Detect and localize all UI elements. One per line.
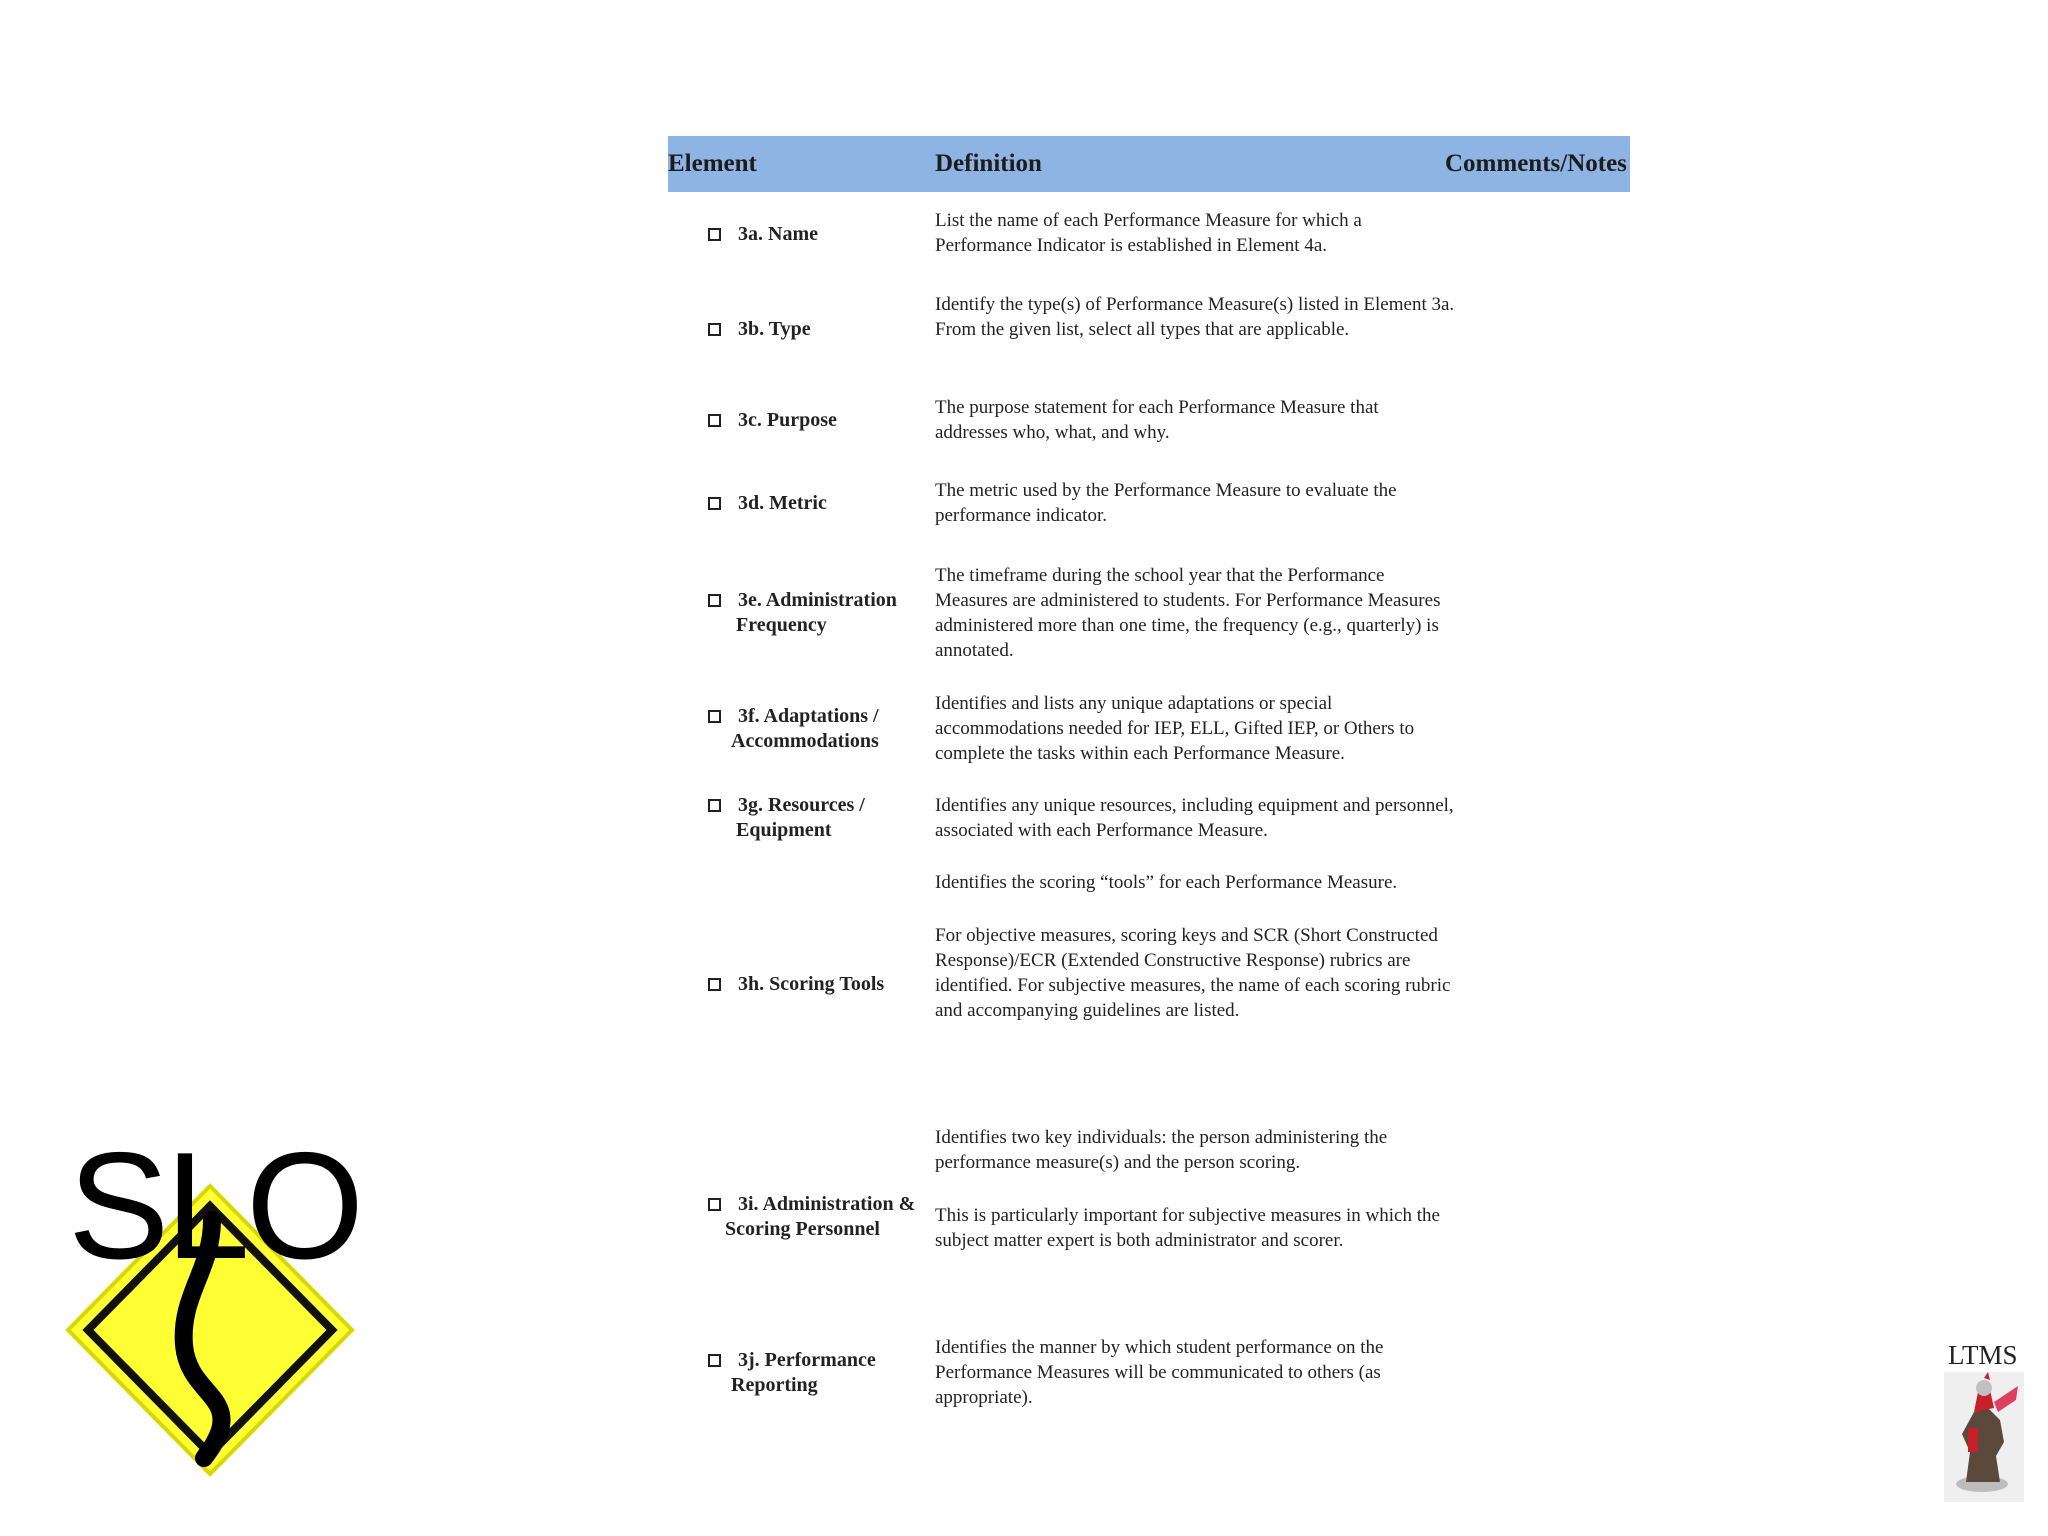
definition-3j: Identifies the manner by which student performance on the Performance Measures will be communicated to others (as appropriate). [935, 1337, 1384, 1408]
element-3c[interactable]: 3c. Purpose [708, 408, 837, 433]
definition-3c: The purpose statement for each Performance Measure that addresses who, what, and why. [935, 397, 1379, 443]
knight-mascot-icon [1944, 1372, 2024, 1502]
checkbox[interactable] [708, 1198, 721, 1211]
element-3i[interactable]: 3i. Administration & Scoring Personnel [708, 1192, 915, 1242]
element-3e[interactable]: 3e. Administration Frequency [708, 588, 897, 638]
header-definition: Definition [935, 150, 1042, 177]
definition-3i: Identifies two key individuals: the person administering the performance measure(s) and the person scoring. This is particularly important for subjective measures in which the subject matter expert is both administrator and scorer. [935, 1127, 1440, 1251]
slo-logo-text: SLO [68, 1121, 361, 1291]
checkbox[interactable] [708, 497, 721, 510]
header-element: Element [668, 150, 757, 177]
element-3f[interactable]: 3f. Adaptations / Accommodations [708, 704, 879, 754]
checkbox[interactable] [708, 228, 721, 241]
element-3h[interactable]: 3h. Scoring Tools [708, 972, 884, 997]
checkbox[interactable] [708, 799, 721, 812]
definition-3h: Identifies the scoring “tools” for each Performance Measure. For objective measures, scoring keys and SCR (Short Constructed Response)/ECR (Extended Constructive Response) rubrics are identified. For subjective measures, the name of each scoring rubric and accompanying guidelines are listed. [935, 872, 1451, 1021]
checkbox[interactable] [708, 323, 721, 336]
checkbox[interactable] [708, 1354, 721, 1367]
header-comments: Comments/Notes [1445, 150, 1627, 177]
checkbox[interactable] [708, 978, 721, 991]
element-3a[interactable]: 3a. Name [708, 222, 818, 247]
definition-3g: Identifies any unique resources, including equipment and personnel, associated with each Performance Measure. [935, 795, 1454, 841]
checkbox[interactable] [708, 710, 721, 723]
element-3d[interactable]: 3d. Metric [708, 491, 827, 516]
definition-3d: The metric used by the Performance Measure to evaluate the performance indicator. [935, 480, 1397, 526]
checkbox[interactable] [708, 414, 721, 427]
definition-3e: The timeframe during the school year that the Performance Measures are administered to students. For Performance Measures administered more than one time, the frequency (e.g., quarterly) is annotated. [935, 565, 1441, 661]
element-3g[interactable]: 3g. Resources / Equipment [708, 793, 865, 843]
definition-3a: List the name of each Performance Measure for which a Performance Indicator is established in Element 4a. [935, 210, 1362, 256]
definition-3b: Identify the type(s) of Performance Measure(s) listed in Element 3a. From the given list, select all types that are applicable. [935, 294, 1455, 340]
definition-3f: Identifies and lists any unique adaptations or special accommodations needed for IEP, ELL, Gifted IEP, or Others to complete the tasks within each Performance Measure. [935, 693, 1415, 764]
ltms-logo-text: LTMS [1948, 1340, 2018, 1370]
element-3j[interactable]: 3j. Performance Reporting [708, 1348, 876, 1398]
checkbox[interactable] [708, 594, 721, 607]
element-3b[interactable]: 3b. Type [708, 317, 811, 342]
